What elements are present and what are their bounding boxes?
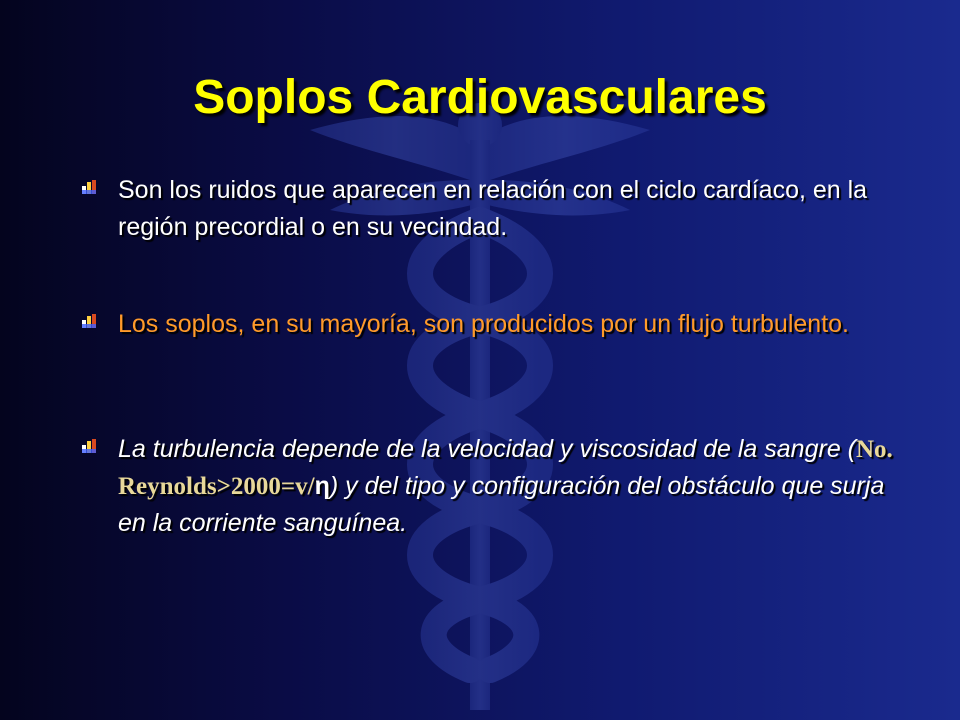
reynolds-formula: No. Reynolds>2000=v/ (118, 436, 893, 500)
stacked-bars-bullet-icon (82, 439, 96, 453)
bullet-text (118, 431, 898, 542)
eta-symbol: η (314, 472, 330, 500)
bullet-text-after: ) y del tipo y configuración del obstáculo que surja en la corriente sanguínea. (118, 472, 885, 537)
slide-title: Soplos Cardiovasculares (193, 71, 767, 124)
bullet-text: Los soplos, en su mayoría, son producidos por un flujo turbulento. (118, 310, 849, 338)
bullet-text-before: La turbulencia depende de la velocidad y viscosidad de la sangre ( (118, 435, 856, 463)
bullet-text: Son los ruidos que aparecen en relación con el ciclo cardíaco, en la región precordial o en su vecindad. (118, 176, 868, 241)
caduceus-watermark-icon (300, 70, 660, 710)
stacked-bars-bullet-icon (82, 314, 96, 328)
stacked-bars-bullet-icon (82, 180, 96, 194)
